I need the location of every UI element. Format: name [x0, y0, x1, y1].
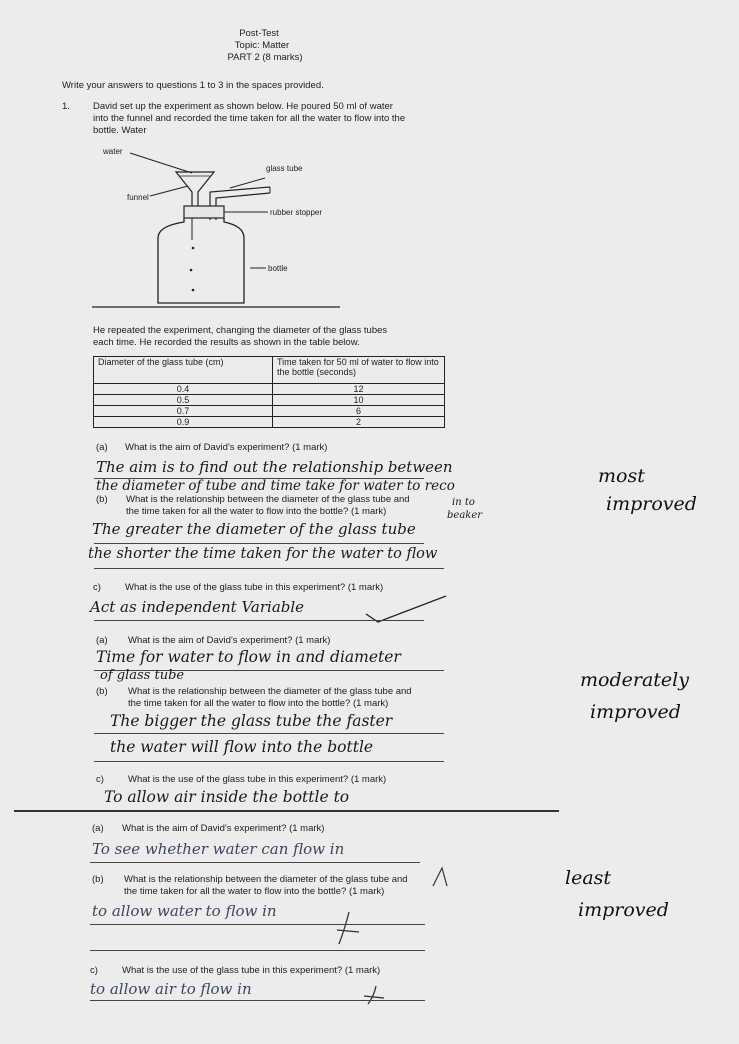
label-bottle: bottle: [268, 264, 288, 273]
q-b-text-line2: the time taken for all the water to flow into the bottle? (1 mark): [128, 698, 389, 709]
table-cell: 0.7: [94, 406, 273, 417]
q-b-text-line1: What is the relationship between the diameter of the glass tube and: [124, 874, 408, 885]
label-most: most: [598, 465, 645, 487]
q-b-text-line1: What is the relationship between the diameter of the glass tube and: [126, 494, 410, 505]
q-b-text-line2: the time taken for all the water to flow into the bottle? (1 mark): [126, 506, 387, 517]
label-glass-tube: glass tube: [266, 164, 303, 173]
q-c-marker: c): [96, 774, 104, 785]
instructions: Write your answers to questions 1 to 3 in the spaces provided.: [62, 80, 324, 91]
answer-moderate-b-line2: the water will flow into the bottle: [110, 738, 374, 756]
label-least: least: [565, 867, 612, 889]
q-a-marker: (a): [96, 635, 108, 646]
question-text-line3: bottle. Water: [93, 125, 147, 136]
q-a-text: What is the aim of David's experiment? (1 mark): [125, 442, 328, 453]
table-cell: 12: [273, 384, 445, 395]
question-text-line2: into the funnel and recorded the time taken for all the water to flow into the: [93, 113, 406, 124]
answer-most-a-line1: The aim is to find out the relationship between: [96, 458, 453, 476]
table-cell: 0.5: [94, 395, 273, 406]
answer-moderate-a-line2: of glass tube: [100, 668, 185, 683]
q-b-marker: (b): [96, 494, 108, 505]
q-a-marker: (a): [96, 442, 108, 453]
table-row: [94, 395, 445, 406]
q-b-marker: (b): [92, 874, 104, 885]
table-cell: 10: [273, 395, 445, 406]
label-water: water: [103, 147, 123, 156]
q-c-text: What is the use of the glass tube in this experiment? (1 mark): [128, 774, 387, 785]
table-row: [94, 406, 445, 417]
q-b-text-line1: What is the relationship between the diameter of the glass tube and: [128, 686, 412, 697]
label-funnel: funnel: [127, 193, 149, 202]
q-a-marker: (a): [92, 823, 104, 834]
label-moderately: moderately: [580, 669, 689, 691]
table-cell: 0.4: [94, 384, 273, 395]
q-c-marker: c): [90, 965, 98, 976]
table-row: [94, 384, 445, 395]
q-b-text-line2: the time taken for all the water to flow into the bottle? (1 mark): [124, 886, 385, 897]
check-mark-icon: [430, 866, 450, 890]
q-a-text: What is the aim of David's experiment? (1 mark): [128, 635, 331, 646]
cross-mark-icon: [335, 908, 365, 948]
table-header-time: Time taken for 50 ml of water to flow into the bottle (seconds): [273, 357, 445, 384]
answer-least-b: to allow water to flow in: [92, 902, 277, 920]
table-header-diameter: Diameter of the glass tube (cm): [94, 357, 273, 384]
q-b-marker: (b): [96, 686, 108, 697]
answer-most-a-margin2: beaker: [447, 510, 483, 521]
label-most-improved: improved: [606, 493, 697, 515]
q-c-marker: c): [93, 582, 101, 593]
answer-moderate-b-line1: The bigger the glass tube the faster: [110, 712, 393, 730]
table-cell: 2: [273, 417, 445, 428]
label-moderately-improved: improved: [590, 701, 681, 723]
question-number: 1.: [62, 101, 70, 112]
experiment-diagram: [90, 140, 370, 315]
q-a-text: What is the aim of David's experiment? (1 mark): [122, 823, 325, 834]
answer-most-b-line2: the shorter the time taken for the water to flow: [88, 546, 438, 562]
answer-most-a-line2: the diameter of tube and time take for water to reco: [96, 478, 455, 494]
results-table: [93, 356, 445, 428]
table-row: [94, 417, 445, 428]
answer-least-c: to allow air to flow in: [90, 980, 252, 998]
label-rubber-stopper: rubber stopper: [270, 208, 323, 217]
repeat-text-line1: He repeated the experiment, changing the diameter of the glass tubes: [93, 325, 388, 336]
table-cell: 6: [273, 406, 445, 417]
cross-mark-icon: [362, 984, 388, 1006]
label-least-improved: improved: [578, 899, 669, 921]
repeat-text-line2: each time. He recorded the results as shown in the table below.: [93, 337, 360, 348]
answer-moderate-c: To allow air inside the bottle to: [104, 788, 350, 806]
question-text-line1: David set up the experiment as shown below. He poured 50 ml of water: [93, 101, 393, 112]
table-cell: 0.9: [94, 417, 273, 428]
test-title: Post-Test: [239, 28, 279, 39]
test-part: PART 2 (8 marks): [227, 52, 303, 63]
q-c-text: What is the use of the glass tube in this experiment? (1 mark): [122, 965, 381, 976]
answer-most-c: Act as independent Variable: [90, 598, 305, 616]
table-header-row: [94, 357, 445, 384]
answer-most-b-line1: The greater the diameter of the glass tube: [92, 520, 416, 538]
answer-least-a: To see whether water can flow in: [92, 840, 345, 858]
test-topic: Topic: Matter: [234, 40, 290, 51]
q-c-text: What is the use of the glass tube in this experiment? (1 mark): [125, 582, 384, 593]
answer-moderate-a-line1: Time for water to flow in and diameter: [96, 648, 401, 666]
answer-most-a-margin1: in to: [452, 497, 475, 508]
